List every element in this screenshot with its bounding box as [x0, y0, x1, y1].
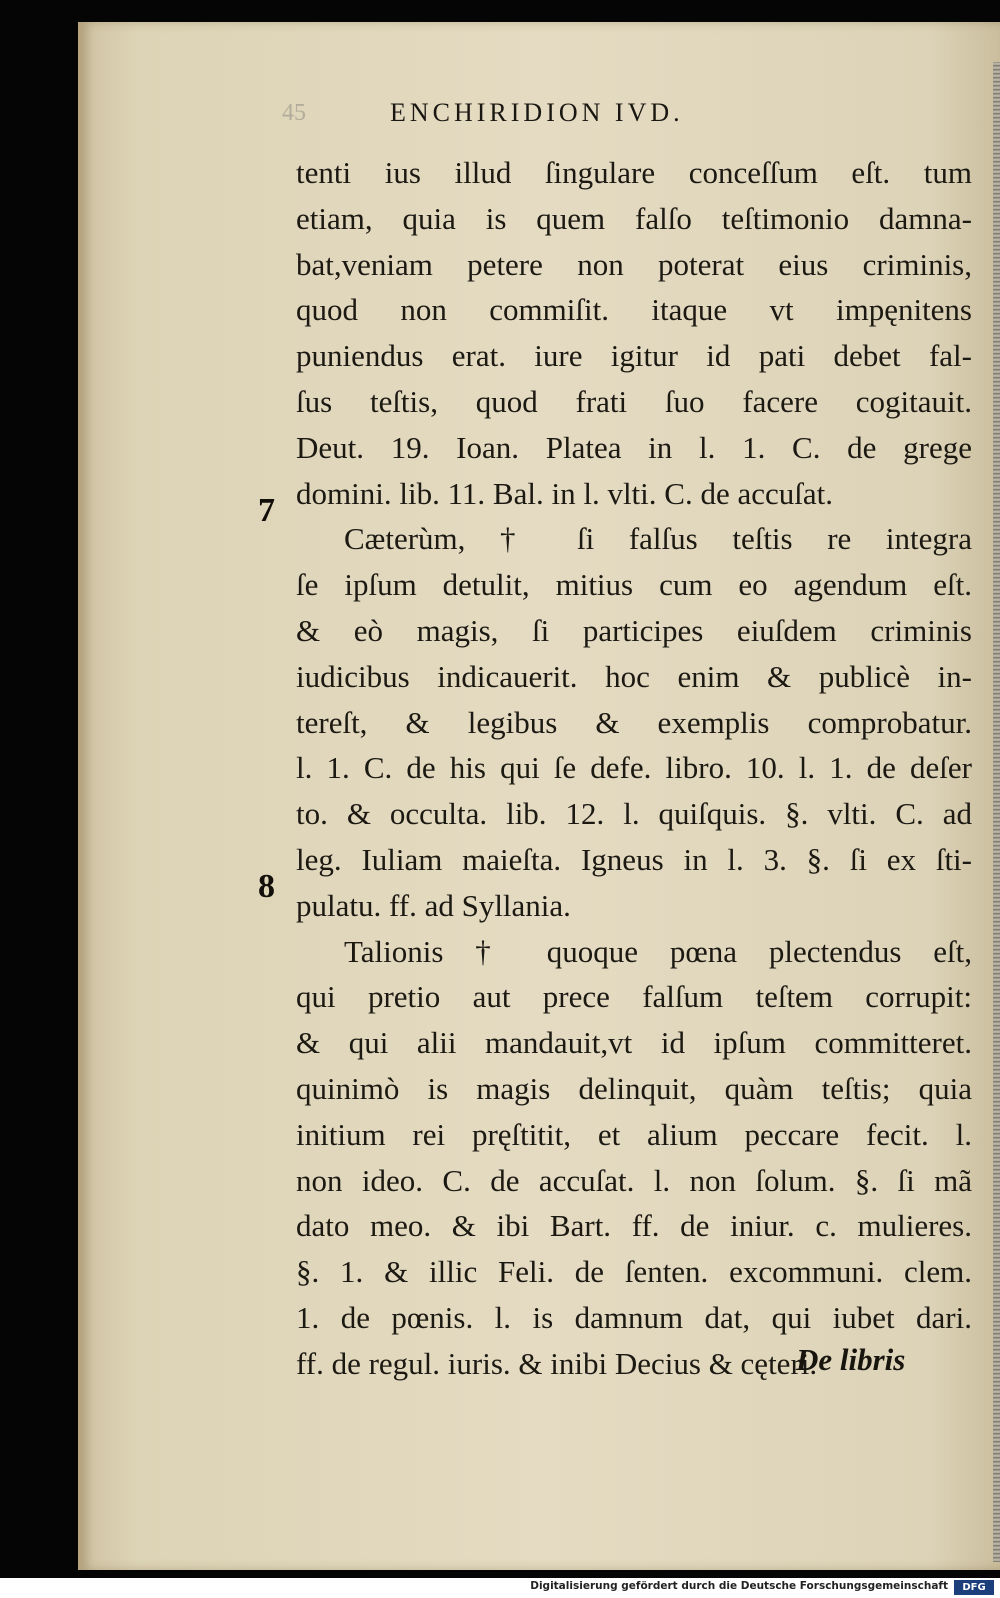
text-line: 1. de pœnis. l. is damnum dat, qui iubet dari. [296, 1299, 972, 1335]
text-line: pulatu. ff. ad Syllania. [296, 887, 571, 923]
text-line: qui pretio aut prece falſum teſtem corrupit: [296, 979, 972, 1015]
text-line: non ideo. C. de accuſat. l. non ſolum. §. ſi mã [296, 1162, 972, 1198]
text-line: & qui alii mandauit,vt id ipſum committeret. [296, 1025, 972, 1061]
running-head: ENCHIRIDION IVD. [390, 98, 684, 127]
body-text [296, 150, 972, 1387]
text-line: Talionis † quoque pœna plectendus eſt, [344, 933, 972, 969]
text-line: quinimò is magis delinquit, quàm teſtis; quia [296, 1070, 972, 1106]
text-line: §. 1. & illic Feli. de ſenten. excommuni. clem. [296, 1254, 972, 1290]
marginal-number-8: 8 [258, 868, 275, 905]
catchword: De libris [796, 1342, 906, 1377]
text-line: bat,veniam petere non poterat eius criminis, [296, 246, 972, 282]
page-number: 45 [282, 100, 306, 126]
text-line: & eò magis, ſi participes eiuſdem criminis [296, 612, 972, 648]
text-line: Cæterùm, † ſi falſus teſtis re integra [344, 521, 972, 557]
text-line: leg. Iuliam maieſta. Igneus in l. 3. §. ſi ex ſti- [296, 841, 972, 877]
text-line: to. & occulta. lib. 12. l. quiſquis. §. vlti. C. ad [296, 796, 972, 832]
text-line: ff. de regul. iuris. & inibi Decius & cęteri. [296, 1345, 818, 1381]
text-line: iudicibus indicauerit. hoc enim & publicè in- [296, 658, 972, 694]
text-line: domini. lib. 11. Bal. in l. vlti. C. de accuſat. [296, 475, 833, 511]
text-line: etiam, quia is quem falſo teſtimonio damna- [296, 200, 972, 236]
marginal-number-7: 7 [258, 492, 275, 529]
text-line: initium rei pręſtitit, et alium peccare fecit. l. [296, 1116, 972, 1152]
text-line: tereſt, & legibus & exemplis comprobatur. [296, 704, 972, 740]
text-line: quod non commiſit. itaque vt impęnitens [296, 292, 972, 328]
dfg-logo: DFG [954, 1580, 994, 1595]
text-line: ſe ipſum detulit, mitius cum eo agendum eſt. [296, 567, 972, 603]
text-line: dato meo. & ibi Bart. ff. de iniur. c. mulieres. [296, 1208, 972, 1244]
funding-credit: Digitalisierung gefördert durch die Deutsche Forschungsgemeinschaft [530, 1580, 948, 1592]
text-line: Deut. 19. Ioan. Platea in l. 1. C. de grege [296, 429, 972, 465]
text-line: puniendus erat. iure igitur id pati debet fal- [296, 338, 972, 374]
text-line: ſus teſtis, quod frati ſuo facere cogitauit. [296, 383, 972, 419]
text-line: l. 1. C. de his qui ſe defe. libro. 10. l. 1. de deſer [296, 750, 972, 786]
page-edge [993, 62, 1000, 1562]
text-line: tenti ius illud ſingulare conceſſum eſt. tum [296, 155, 972, 190]
